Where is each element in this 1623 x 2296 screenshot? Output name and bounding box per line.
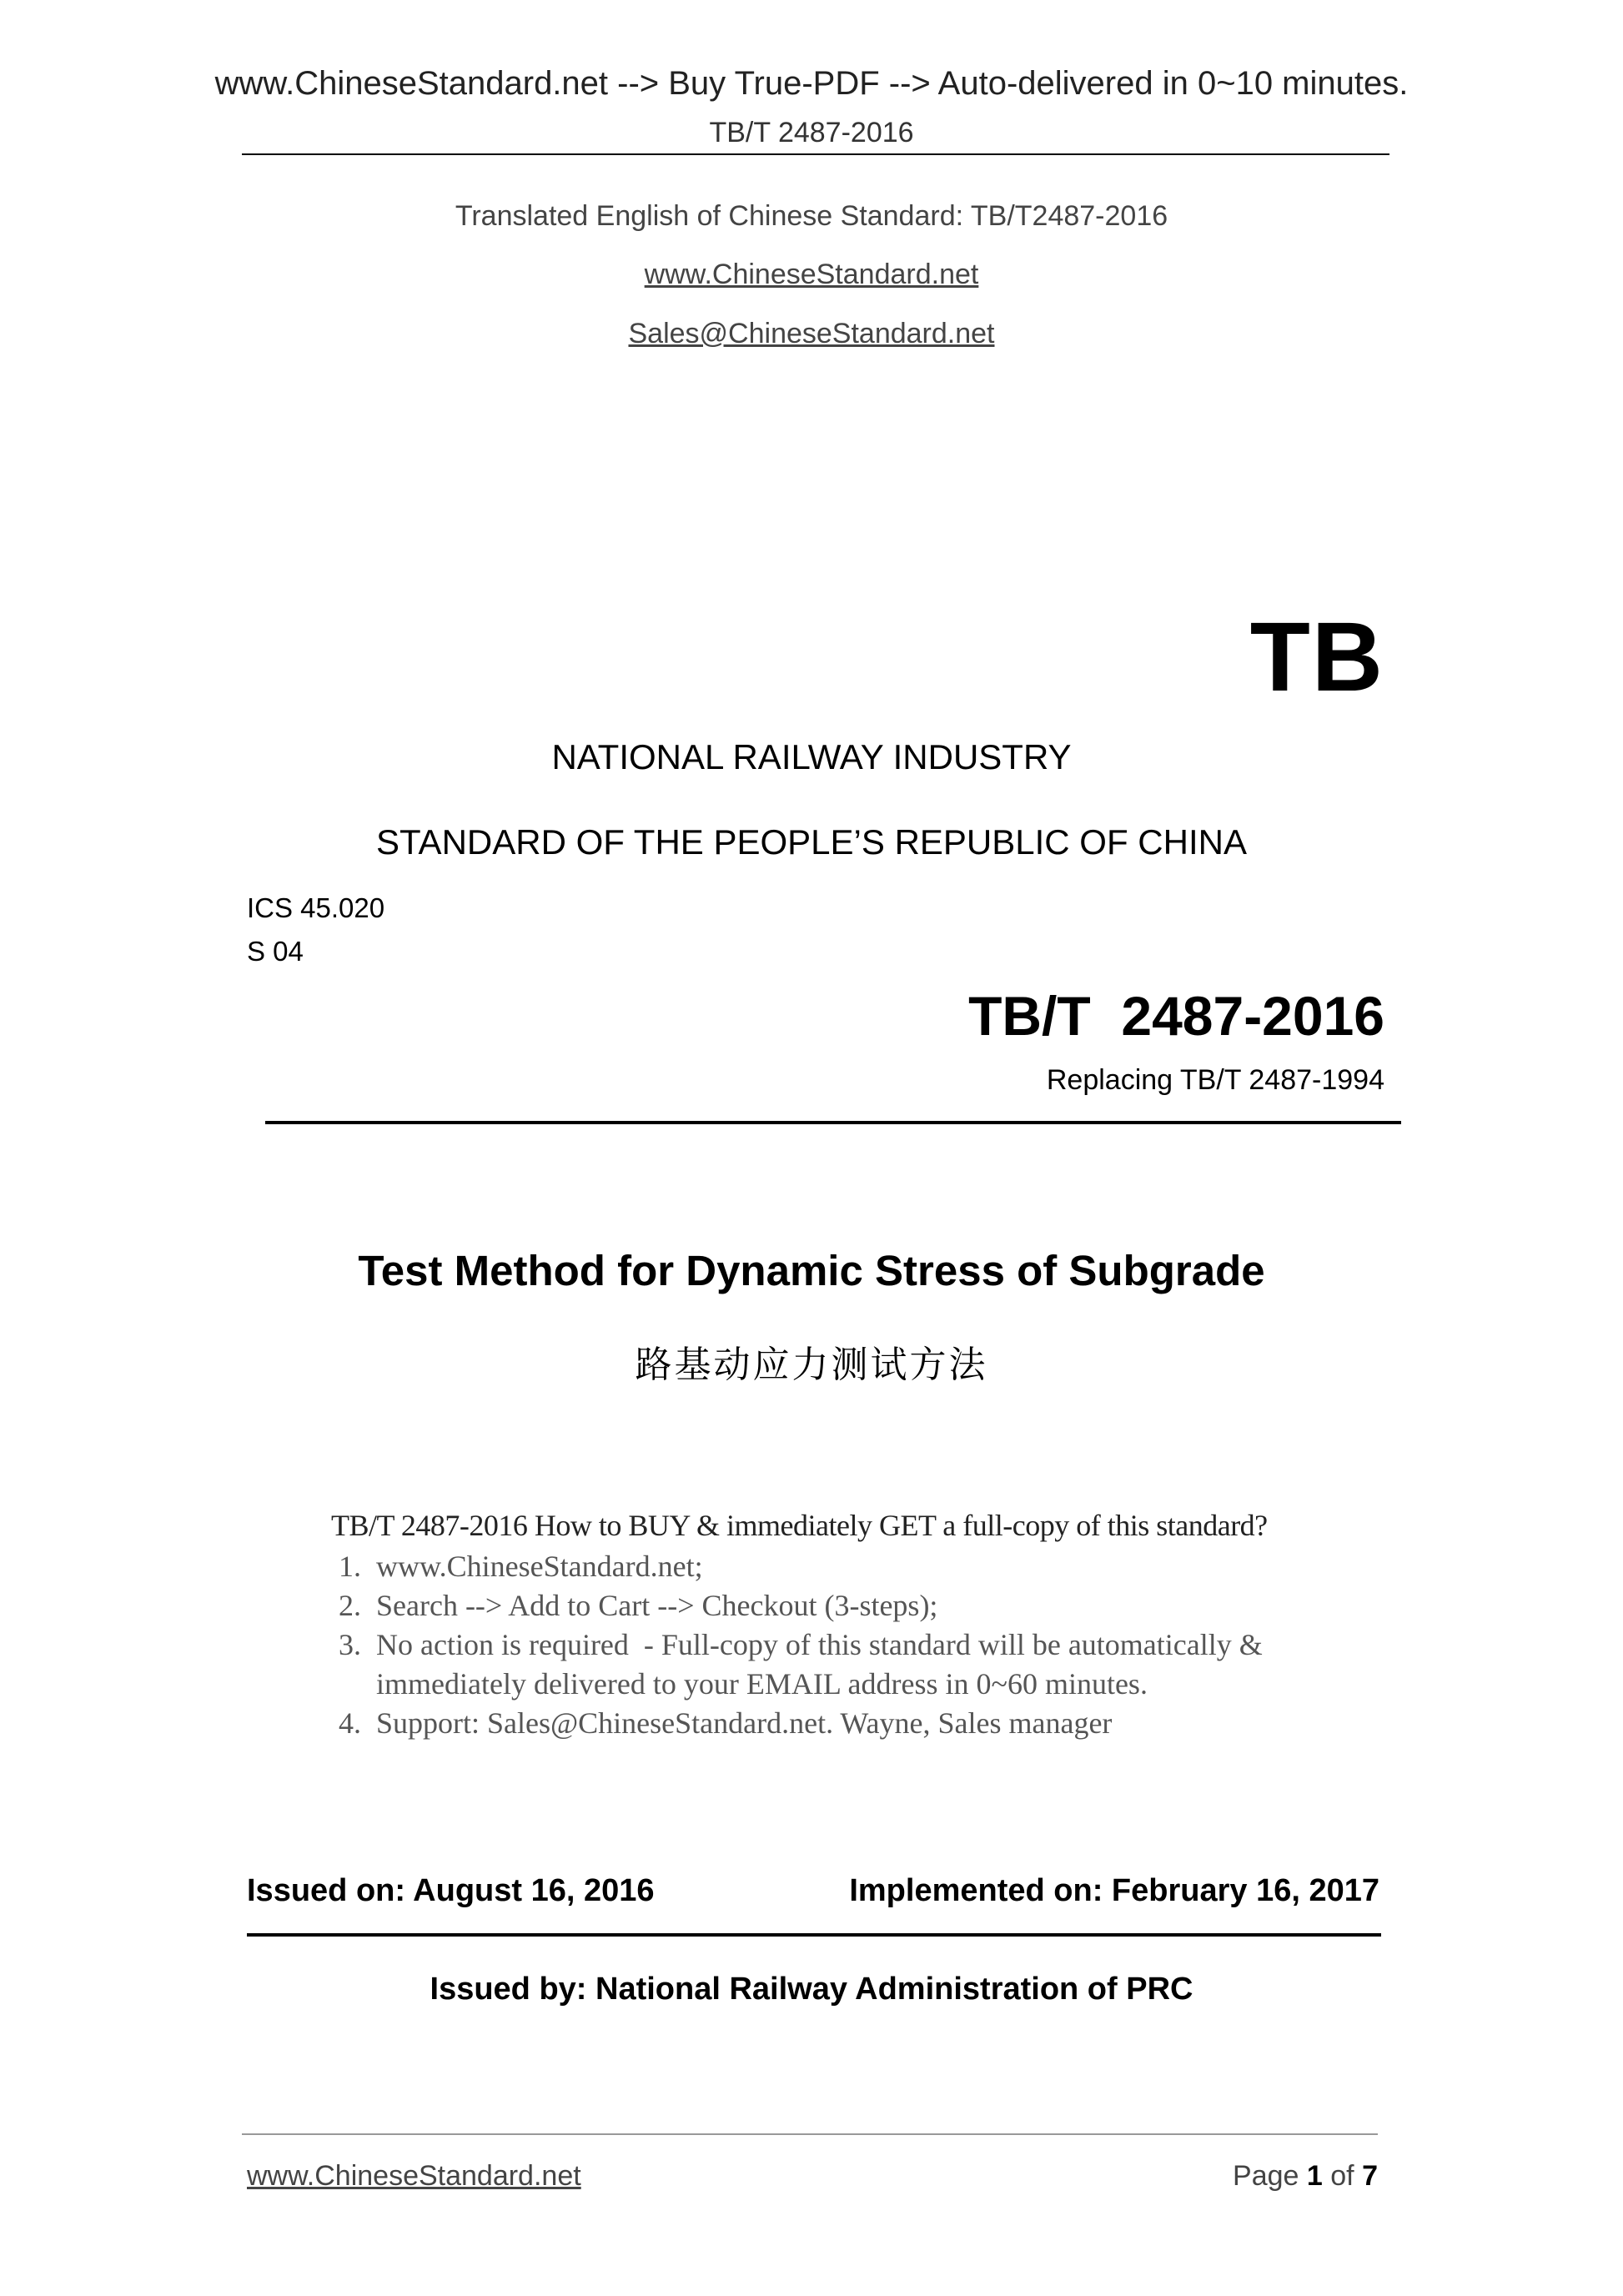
list-item: 4. Support: Sales@ChineseStandard.net. Wayne, Sales manager	[339, 1706, 1113, 1740]
page-total: 7	[1362, 2160, 1378, 2192]
dates-rule	[247, 1933, 1381, 1937]
header-doc-code: TB/T 2487-2016	[709, 117, 914, 148]
tb-logo: TB	[1249, 602, 1384, 712]
s-code: S 04	[247, 936, 304, 967]
document-title: Test Method for Dynamic Stress of Subgrade	[358, 1247, 1265, 1294]
header-rule	[242, 153, 1389, 155]
doc-number: TB/T 2487-2016	[968, 985, 1384, 1047]
industry-heading: NATIONAL RAILWAY INDUSTRY	[551, 737, 1072, 776]
cover-rule	[265, 1121, 1401, 1124]
page-current: 1	[1306, 2160, 1323, 2192]
ics-code: ICS 45.020	[247, 892, 385, 923]
list-item: 2. Search --> Add to Cart --> Checkout (3-steps);	[339, 1589, 938, 1622]
translated-note: Translated English of Chinese Standard: TB/T2487-2016	[455, 200, 1168, 232]
implemented-on-date: Implemented on: February 16, 2017	[849, 1873, 1379, 1908]
buy-steps-list	[339, 1547, 1263, 1743]
page-indicator	[1233, 2160, 1378, 2193]
standard-of-heading: STANDARD OF THE PEOPLE’S REPUBLIC OF CHINA	[376, 822, 1247, 862]
page-prefix: Page	[1233, 2160, 1307, 2192]
issued-on-date: Issued on: August 16, 2016	[247, 1873, 655, 1908]
header-banner: www.ChineseStandard.net --> Buy True-PDF --> Auto-delivered in 0~10 minutes.	[214, 65, 1409, 102]
footer-website-link[interactable]: www.ChineseStandard.net	[247, 2160, 581, 2192]
page-mid: of	[1322, 2160, 1363, 2192]
document-title-chinese: 路基动应力测试方法	[635, 1344, 988, 1386]
list-item: 1. www.ChineseStandard.net;	[339, 1550, 703, 1583]
replacing-note: Replacing TB/T 2487-1994	[1046, 1064, 1384, 1096]
list-item: immediately delivered to your EMAIL address in 0~60 minutes.	[339, 1667, 1148, 1701]
buy-heading: TB/T 2487-2016 How to BUY & immediately GET a full-copy of this standard?	[331, 1509, 1268, 1542]
website-link[interactable]: www.ChineseStandard.net	[644, 259, 979, 290]
list-item: 3. No action is required - Full-copy of this standard will be automatically &	[339, 1628, 1263, 1661]
footer-rule	[242, 2133, 1378, 2135]
issued-by: Issued by: National Railway Administration of PRC	[430, 1972, 1193, 2007]
email-link[interactable]: Sales@ChineseStandard.net	[628, 318, 995, 349]
